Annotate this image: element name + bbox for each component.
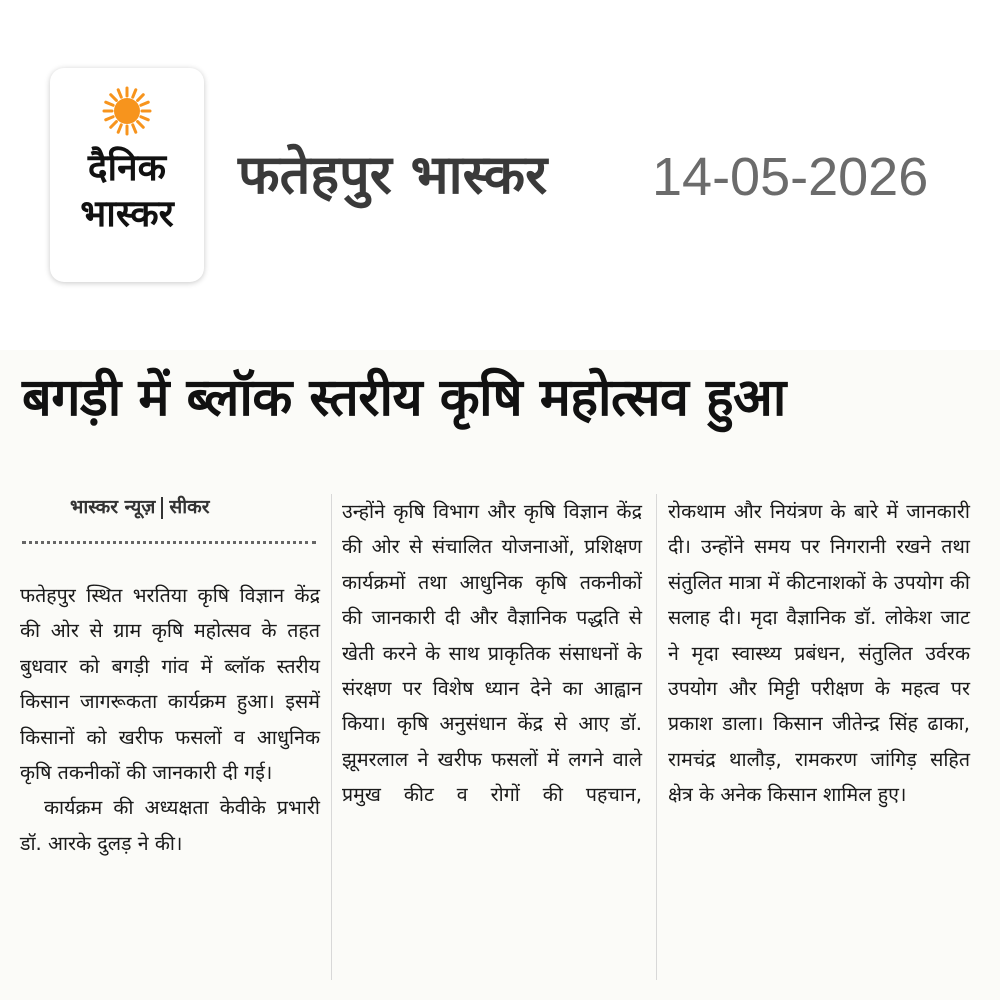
sun-ray: [138, 95, 144, 101]
edition-title: फतेहपुर भास्कर: [238, 143, 548, 206]
logo-text-line2: भास्कर: [80, 192, 174, 235]
logo-text-line1: दैनिक: [87, 146, 167, 189]
sun-ray: [118, 125, 121, 132]
sun-ray: [133, 90, 136, 97]
byline-place: सीकर: [169, 496, 210, 518]
edition-date: 14-05-2026: [652, 147, 929, 207]
sun-ray: [106, 102, 113, 105]
sun-ray: [133, 125, 136, 132]
paragraph: उन्होंने कृषि विभाग और कृषि विज्ञान केंद्र की ओर से संचालित योजनाओं, प्रशिक्षण कार्यक्रमों तथा आधुनिक कृषि तकनीकों की जानकारी दी और वैज्ञानिक पद्धति से खेती करने के साथ प्राकृतिक संसाधनों के संरक्षण पर विशेष ध्यान देने का आह्वान किया। कृषि अनुसंधान केंद्र से आए डॉ. झूमरलाल ने खरीफ फसलों में लगने वाले प्रमुख कीट व रोगों की पहचान,: [342, 500, 642, 807]
sun-ray: [138, 122, 144, 128]
article-column-1: [20, 578, 320, 861]
column-divider: [656, 494, 657, 980]
byline-source: भास्कर न्यूज़: [70, 496, 156, 518]
paragraph: कार्यक्रम की अध्यक्षता केवीके प्रभारी डॉ. आरके दुलड़ ने की।: [20, 796, 320, 855]
sun-ray: [141, 102, 148, 105]
sun-ray: [111, 122, 117, 128]
sun-icon: [102, 86, 152, 136]
article-headline: बगड़ी में ब्लॉक स्तरीय कृषि महोत्सव हुआ: [22, 368, 786, 428]
paragraph: रोकथाम और नियंत्रण के बारे में जानकारी दी। उन्होंने समय पर निगरानी रखने तथा संतुलित मात्रा में कीटनाशकों के उपयोग की सलाह दी। मृदा वैज्ञानिक डॉ. लोकेश जाट ने मृदा स्वास्थ्य प्रबंधन, संतुलित उर्वरक उपयोग और मिट्टी परीक्षण के महत्व पर प्रकाश डाला। किसान जीतेन्द्र सिंह ढाका, रामचंद्र थालौड़, रामकरण जांगिड़ सहित क्षेत्र के अनेक किसान शामिल हुए।: [668, 500, 970, 807]
article-byline: [70, 493, 210, 521]
sun-ray: [118, 90, 121, 97]
sun-ray: [111, 95, 117, 101]
paragraph: फतेहपुर स्थित भरतिया कृषि विज्ञान केंद्र की ओर से ग्राम कृषि महोत्सव के तहत बुधवार को बगड़ी गांव में ब्लॉक स्तरीय किसान जागरूकता कार्यक्रम हुआ। इसमें किसानों को खरीफ फसलों व आधुनिक कृषि तकनीकों की जानकारी दी गई।: [20, 584, 320, 785]
byline-separator: [161, 497, 163, 519]
byline-divider: [22, 541, 316, 544]
dainik-bhaskar-logo: [50, 68, 204, 282]
article-column-3: [668, 494, 970, 813]
column-divider: [331, 494, 332, 980]
sun-ray: [106, 117, 113, 120]
article-column-2: [342, 494, 642, 813]
sun-ray: [141, 117, 148, 120]
